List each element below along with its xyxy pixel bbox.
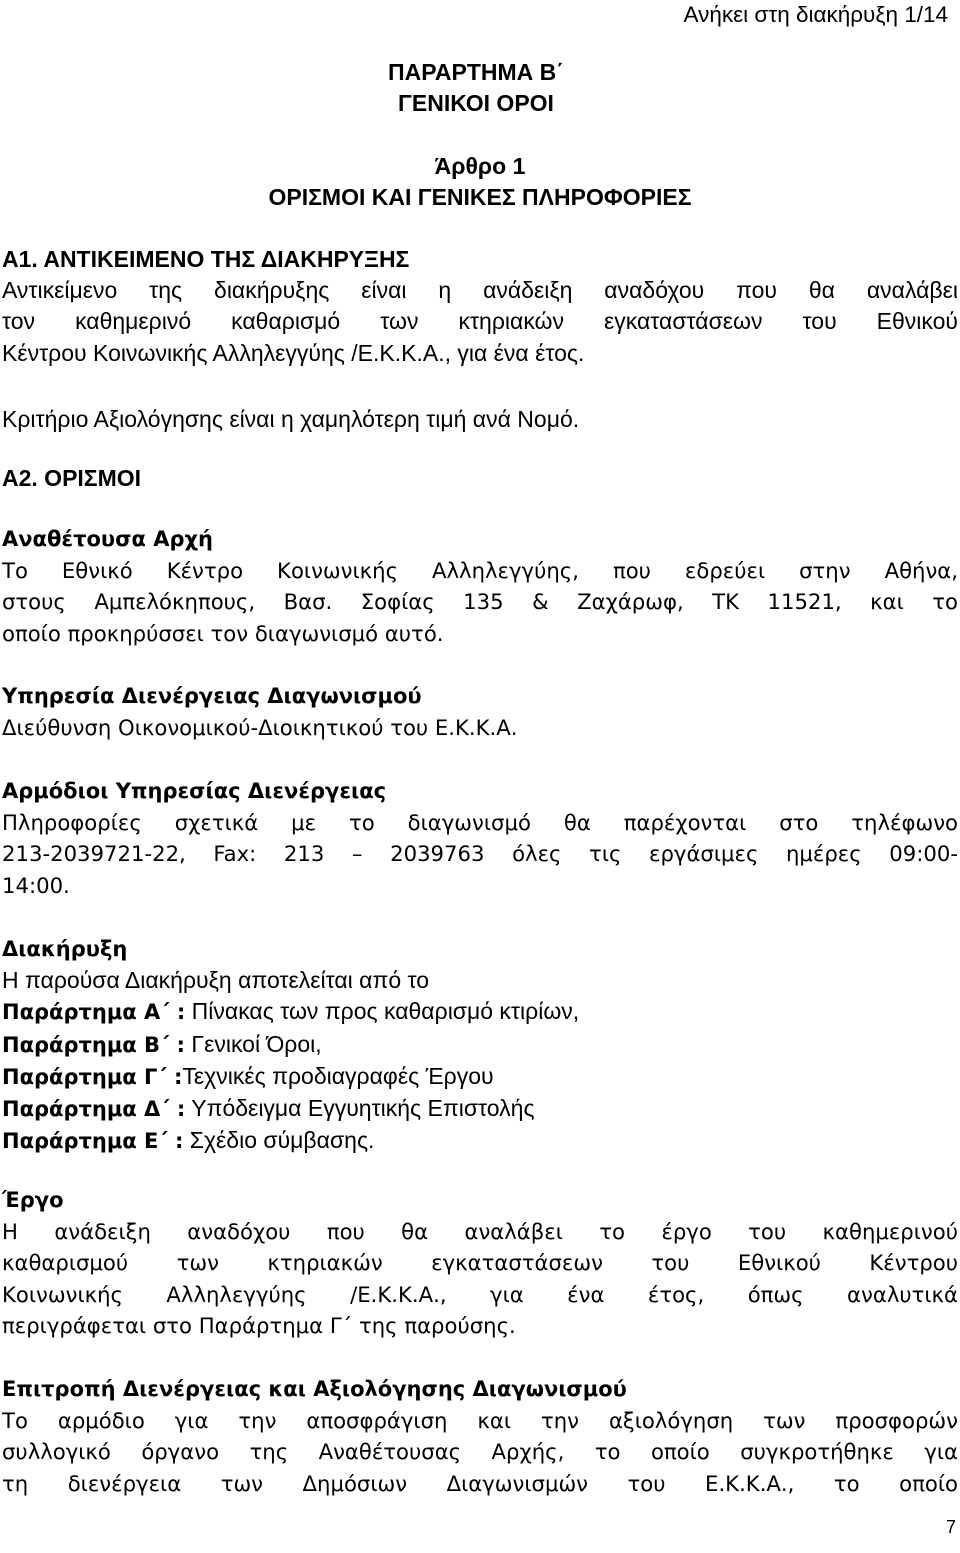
a1-paragraph-line: Αντικείμενο της διακήρυξης είναι η ανάδειξη αναδόχου που θα αναλάβει xyxy=(2,277,958,304)
definition-declaration xyxy=(2,934,958,1157)
article-title xyxy=(0,151,960,213)
annex-name: Παράρτημα Α΄ : xyxy=(2,1000,186,1025)
definition-line: Κοινωνικής Αλληλεγγύης /Ε.Κ.Κ.Α., για ένα έτος, όπως αναλυτικά xyxy=(2,1281,958,1307)
definition-line: στους Αμπελόκηπους, Βασ. Σοφίας 135 & Ζαχάρωφ, ΤΚ 11521, και το xyxy=(2,589,958,615)
section-a2-heading: Α2. ΟΡΙΣΜΟΙ xyxy=(2,465,142,491)
annex-name: Παράρτημα Β΄ : xyxy=(2,1032,186,1057)
definition-line: οποίο προκηρύσσει τον διαγωνισμό αυτό. xyxy=(2,620,444,646)
section-a1-heading: Α1. ΑΝΤΙΚΕΙΜΕΝΟ ΤΗΣ ΔΙΑΚΗΡΥΞΗΣ xyxy=(2,246,410,272)
definition-label: Αρμόδιοι Υπηρεσίας Διενέργειας xyxy=(2,779,387,803)
a1-criterion xyxy=(2,404,958,435)
annex-desc: Πίνακας των προς καθαρισμό κτιρίων, xyxy=(185,998,580,1025)
annex-list-item xyxy=(2,1093,958,1125)
definition-line: περιγράφεται στο Παράρτημα Γ΄ της παρούσης. xyxy=(2,1312,516,1338)
page-number: 7 xyxy=(945,1517,956,1537)
definition-line: τη διενέργεια των Δημόσιων Διαγωνισμών του Ε.Κ.Κ.Α., το οποίο xyxy=(2,1470,958,1496)
annex-desc: Τεχνικές προδιαγραφές Έργου xyxy=(182,1062,494,1089)
annex-desc: Σχέδιο σύμβασης. xyxy=(183,1127,375,1154)
definition-contracting-authority xyxy=(2,524,958,649)
definition-line: Η ανάδειξη αναδόχου που θα αναλάβει το έργο του καθημερινού xyxy=(2,1219,958,1245)
declaration-intro: Η παρούσα Διακήρυξη αποτελείται από το xyxy=(2,967,430,994)
annex-list-item xyxy=(2,1029,958,1061)
definition-label: Αναθέτουσα Αρχή xyxy=(2,527,213,551)
a1-paragraph-line: τον καθημερινό καθαρισμό των κτηριακών εγκαταστάσεων του Εθνικού xyxy=(2,308,958,335)
criterion-text: Κριτήριο Αξιολόγησης είναι η χαμηλότερη τιμή ανά Νομό. xyxy=(2,406,580,432)
section-a1 xyxy=(2,244,958,369)
annex-list-item xyxy=(2,1125,958,1157)
article-title-line1: Άρθρο 1 xyxy=(434,153,526,179)
definition-service xyxy=(2,681,958,743)
a1-paragraph-line: Κέντρου Κοινωνικής Αλληλεγγύης /Ε.Κ.Κ.Α., για ένα έτος. xyxy=(2,339,585,366)
definition-line: Το Εθνικό Κέντρο Κοινωνικής Αλληλεγγύης, που εδρεύει στην Αθήνα, xyxy=(2,558,958,584)
annex-title-line2: ΓΕΝΙΚΟΙ ΟΡΟΙ xyxy=(398,90,554,116)
annex-title-line1: ΠΑΡΑΡΤΗΜΑ Β΄ xyxy=(388,59,564,85)
annex-name: Παράρτημα Δ΄ : xyxy=(2,1097,186,1122)
annex-title xyxy=(0,57,952,119)
annex-list-item xyxy=(2,996,958,1028)
article-title-line2: ΟΡΙΣΜΟΙ ΚΑΙ ΓΕΝΙΚΕΣ ΠΛΗΡΟΦΟΡΙΕΣ xyxy=(268,184,692,210)
annex-desc: Υπόδειγμα Εγγυητικής Επιστολής xyxy=(185,1095,535,1122)
annex-name: Παράρτημα Ε΄ : xyxy=(2,1129,184,1154)
definition-line: Το αρμόδιο για την αποσφράγιση και την αξιολόγηση των προσφορών xyxy=(2,1408,958,1434)
definition-line: Διεύθυνση Οικονομικού-Διοικητικού του Ε.Κ.Κ.Α. xyxy=(2,715,518,741)
definition-committee xyxy=(2,1374,958,1499)
definition-line: καθαρισμού των κτηριακών εγκαταστάσεων του Εθνικού Κέντρου xyxy=(2,1250,958,1276)
definition-line: Πληροφορίες σχετικά με το διαγωνισμό θα παρέχονται στο τηλέφωνο xyxy=(2,810,958,836)
annex-list-item xyxy=(2,1061,958,1093)
definition-line: 213-2039721-22, Fax: 213 – 2039763 όλες τις εργάσιμες ημέρες 09:00- xyxy=(2,841,958,867)
section-a2 xyxy=(2,463,958,494)
definition-label: Επιτροπή Διενέργειας και Αξιολόγησης Διαγωνισμού xyxy=(2,1377,627,1401)
annex-desc: Γενικοί Όροι, xyxy=(185,1030,322,1057)
definition-label: Υπηρεσία Διενέργειας Διαγωνισμού xyxy=(2,684,422,708)
definition-label: Διακήρυξη xyxy=(2,937,128,961)
annex-name: Παράρτημα Γ΄ : xyxy=(2,1064,183,1089)
definition-line: συλλογικό όργανο της Αναθέτουσας Αρχής, το οποίο συγκροτήθηκε για xyxy=(2,1439,958,1465)
definition-competent-services xyxy=(2,776,958,901)
header-note: Ανήκει στη διακήρυξη 1/14 xyxy=(683,2,948,27)
definition-work xyxy=(2,1185,958,1341)
definition-line: 14:00. xyxy=(2,872,70,898)
definition-label: Έργο xyxy=(2,1188,64,1212)
